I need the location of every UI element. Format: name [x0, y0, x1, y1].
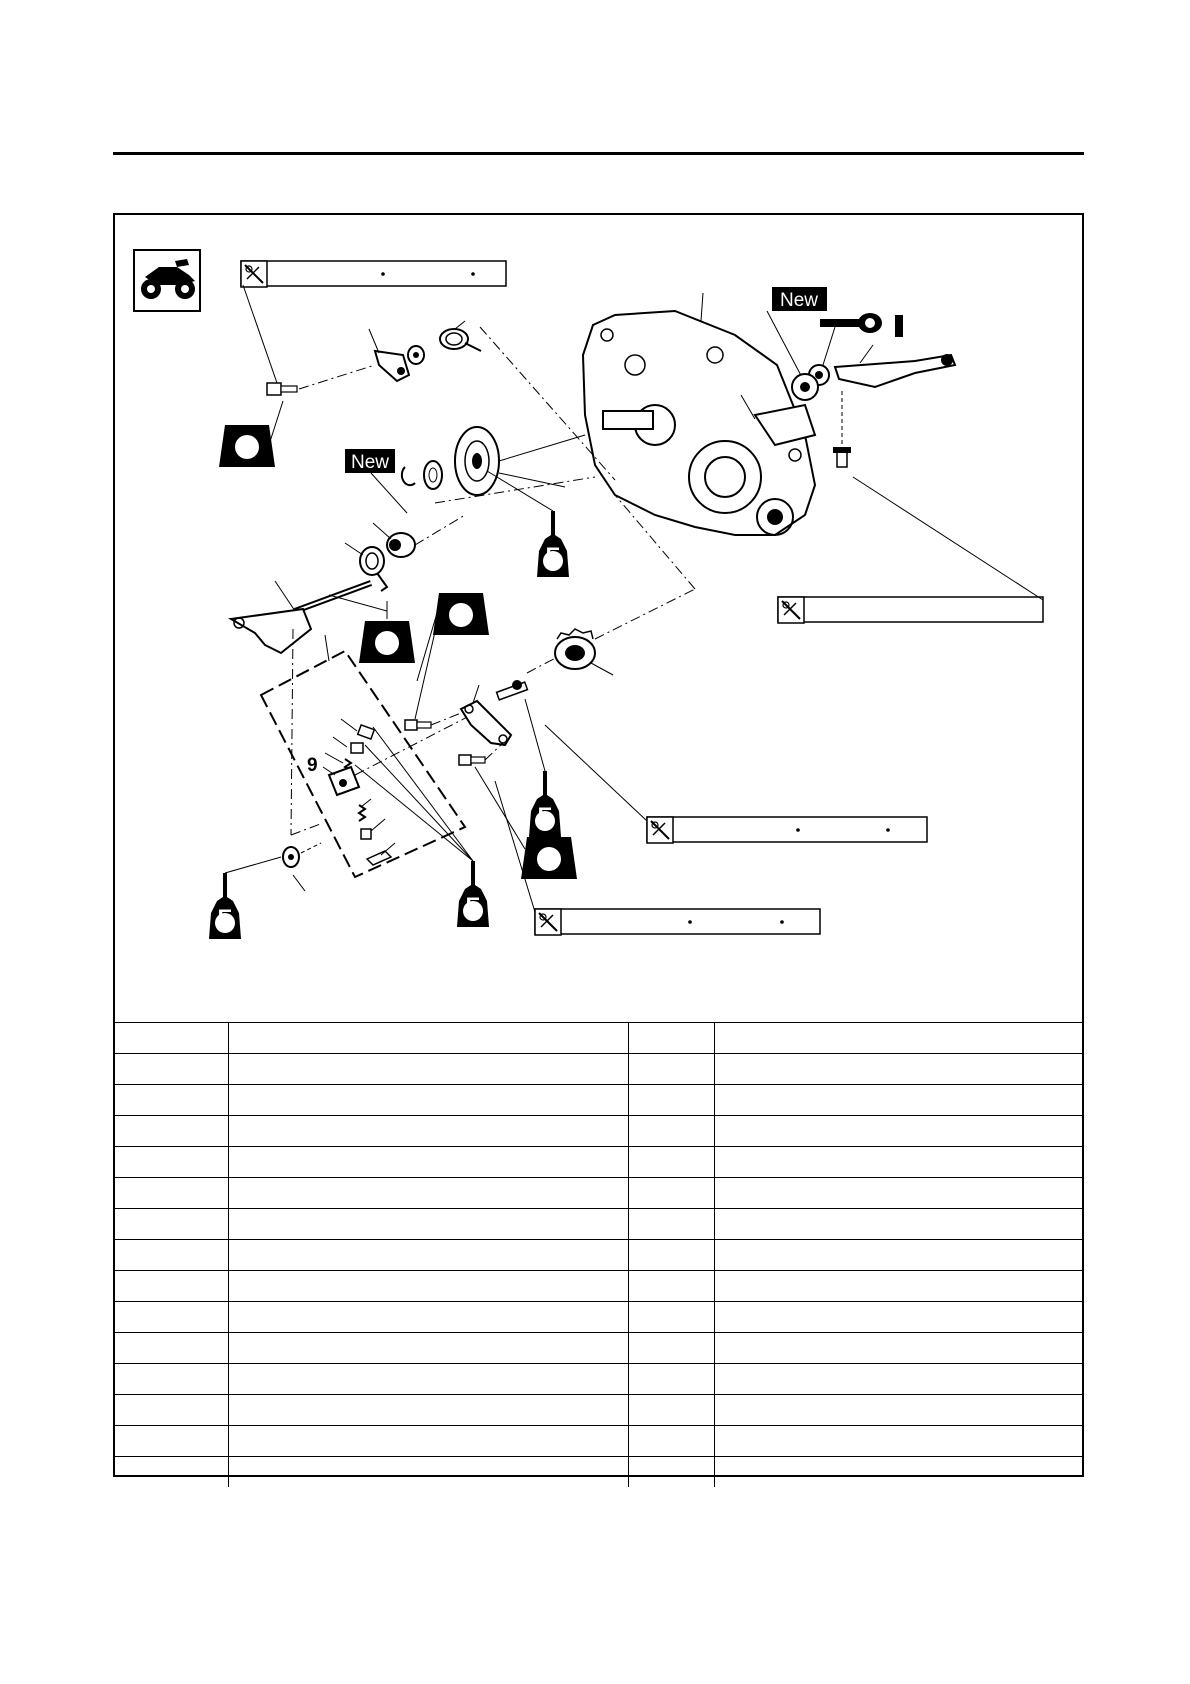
torque-wrench-icon [535, 909, 561, 935]
table-row [115, 1023, 1082, 1054]
table-row [115, 1302, 1082, 1333]
callout-9: 9 [307, 755, 318, 776]
torque-wrench-icon [647, 817, 673, 843]
table-row [115, 1426, 1082, 1457]
lithium-grease-icon [820, 313, 903, 337]
new-badge-1 [345, 449, 395, 473]
table-row [115, 1085, 1082, 1116]
ratchet-guide-plate [461, 701, 511, 745]
torsion-spring-top [440, 329, 481, 351]
washer-mid [424, 461, 442, 489]
molybdenum-grease-icon [219, 425, 275, 467]
molybdenum-grease-icon [521, 837, 577, 879]
svg-text:E: E [545, 543, 561, 568]
crankcase-cover [583, 311, 815, 535]
table-row [115, 1209, 1082, 1240]
kick-shaft-collar [387, 533, 415, 557]
torque-wrench-icon [778, 597, 804, 623]
svg-text:E: E [217, 905, 233, 930]
exploded-view-diagram [115, 215, 1082, 1022]
kick-shaft [231, 583, 371, 653]
table-row [115, 1271, 1082, 1302]
circlip-mid [402, 467, 415, 485]
bolt-top-left [267, 383, 297, 395]
washer-top [408, 346, 424, 364]
table-row [115, 1395, 1082, 1426]
torque-spec-box-3 [647, 817, 927, 843]
torque-spec-box-1 [241, 261, 506, 287]
kick-idle-gear-lever [375, 351, 409, 381]
guide-bolt-2 [459, 755, 485, 765]
table-row [115, 1116, 1082, 1147]
ratchet-washer [283, 847, 299, 867]
table-row [115, 1333, 1082, 1364]
svg-text:New: New [350, 452, 390, 473]
svg-text:E: E [537, 803, 553, 828]
molybdenum-grease-icon [359, 621, 415, 663]
molybdenum-grease-icon [433, 593, 489, 635]
ratchet-wheel [555, 629, 595, 669]
header-rule [113, 152, 1084, 155]
guide-bolt-1 [405, 720, 431, 730]
table-row [115, 1240, 1082, 1271]
diagram-frame [113, 213, 1084, 1477]
motorcycle-icon [134, 250, 200, 311]
new-badge-2 [772, 287, 827, 311]
svg-text:New: New [779, 290, 819, 311]
table-row [115, 1054, 1082, 1085]
svg-text:E: E [465, 893, 481, 918]
table-row [115, 1178, 1082, 1209]
torque-spec-box-2 [778, 597, 1043, 623]
torque-wrench-icon [241, 261, 267, 287]
table-row [115, 1364, 1082, 1395]
torque-spec-box-4 [535, 909, 820, 935]
kick-bolt [833, 447, 851, 467]
parts-table [115, 1022, 1082, 1487]
kick-gear [455, 427, 499, 495]
table-row [115, 1457, 1082, 1488]
collar [792, 374, 818, 400]
stud-bolt [497, 680, 528, 700]
kick-pedal [809, 354, 955, 387]
table-row [115, 1147, 1082, 1178]
